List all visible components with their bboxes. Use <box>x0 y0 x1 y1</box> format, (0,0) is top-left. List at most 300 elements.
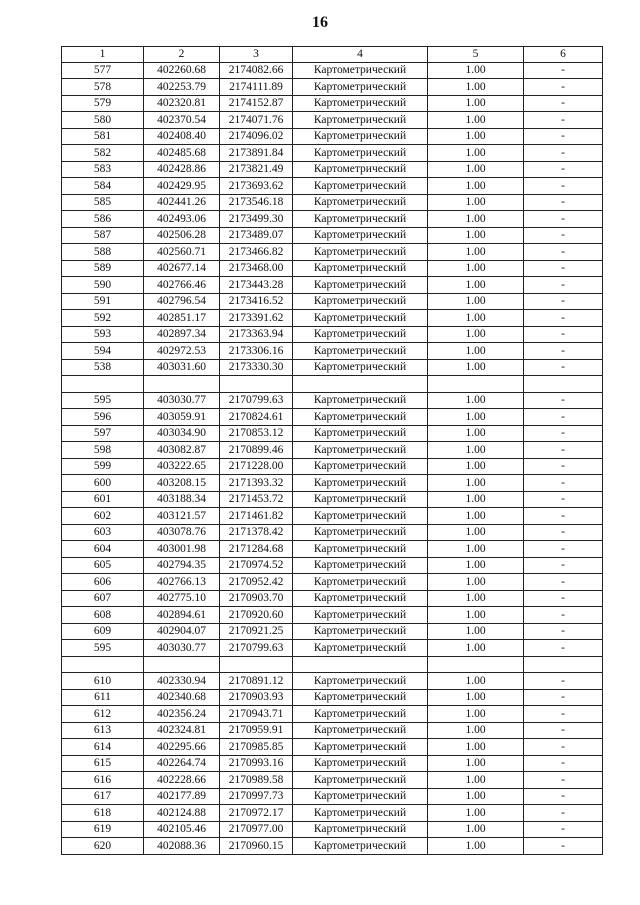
header-cell-3: 3 <box>220 47 293 63</box>
point-number-cell: 606 <box>62 574 144 591</box>
accuracy-cell: 1.00 <box>428 491 524 508</box>
y-coordinate-cell: 2170853.12 <box>220 425 293 442</box>
point-number-cell: 603 <box>62 524 144 541</box>
x-coordinate-cell: 402428.86 <box>144 161 220 178</box>
description-cell: - <box>524 491 603 508</box>
accuracy-cell: 1.00 <box>428 590 524 607</box>
empty-cell <box>220 656 293 673</box>
method-cell: Картометрический <box>293 557 428 574</box>
accuracy-cell: 1.00 <box>428 95 524 112</box>
point-number-cell: 598 <box>62 442 144 459</box>
table-row <box>62 491 603 508</box>
table-row <box>62 326 603 343</box>
description-cell: - <box>524 640 603 657</box>
y-coordinate-cell: 2173693.62 <box>220 178 293 195</box>
point-number-cell: 595 <box>62 640 144 657</box>
y-coordinate-cell: 2173416.52 <box>220 293 293 310</box>
table-row <box>62 541 603 558</box>
accuracy-cell: 1.00 <box>428 524 524 541</box>
separator-row <box>62 656 603 673</box>
y-coordinate-cell: 2170952.42 <box>220 574 293 591</box>
point-number-cell: 615 <box>62 755 144 772</box>
description-cell: - <box>524 161 603 178</box>
accuracy-cell: 1.00 <box>428 211 524 228</box>
description-cell: - <box>524 524 603 541</box>
y-coordinate-cell: 2174082.66 <box>220 62 293 79</box>
point-number-cell: 604 <box>62 541 144 558</box>
point-number-cell: 614 <box>62 739 144 756</box>
x-coordinate-cell: 403034.90 <box>144 425 220 442</box>
x-coordinate-cell: 402324.81 <box>144 722 220 739</box>
description-cell: - <box>524 359 603 376</box>
point-number-cell: 592 <box>62 310 144 327</box>
x-coordinate-cell: 402356.24 <box>144 706 220 723</box>
table-row <box>62 194 603 211</box>
table-row <box>62 458 603 475</box>
description-cell: - <box>524 722 603 739</box>
method-cell: Картометрический <box>293 821 428 838</box>
method-cell: Картометрический <box>293 689 428 706</box>
description-cell: - <box>524 326 603 343</box>
accuracy-cell: 1.00 <box>428 128 524 145</box>
description-cell: - <box>524 392 603 409</box>
point-number-cell: 616 <box>62 772 144 789</box>
method-cell: Картометрический <box>293 755 428 772</box>
y-coordinate-cell: 2171284.68 <box>220 541 293 558</box>
x-coordinate-cell: 403188.34 <box>144 491 220 508</box>
method-cell: Картометрический <box>293 409 428 426</box>
page-number: 16 <box>312 14 328 31</box>
table-row <box>62 772 603 789</box>
table-row <box>62 293 603 310</box>
accuracy-cell: 1.00 <box>428 772 524 789</box>
empty-cell <box>62 656 144 673</box>
table-row <box>62 838 603 855</box>
y-coordinate-cell: 2170920.60 <box>220 607 293 624</box>
accuracy-cell: 1.00 <box>428 475 524 492</box>
table-row <box>62 359 603 376</box>
table-row <box>62 755 603 772</box>
y-coordinate-cell: 2173499.30 <box>220 211 293 228</box>
point-number-cell: 602 <box>62 508 144 525</box>
table-row <box>62 689 603 706</box>
y-coordinate-cell: 2170903.70 <box>220 590 293 607</box>
accuracy-cell: 1.00 <box>428 574 524 591</box>
description-cell: - <box>524 508 603 525</box>
x-coordinate-cell: 403059.91 <box>144 409 220 426</box>
table-body <box>62 62 603 854</box>
y-coordinate-cell: 2173330.30 <box>220 359 293 376</box>
y-coordinate-cell: 2171453.72 <box>220 491 293 508</box>
accuracy-cell: 1.00 <box>428 293 524 310</box>
table-row <box>62 128 603 145</box>
y-coordinate-cell: 2171393.32 <box>220 475 293 492</box>
table-row <box>62 475 603 492</box>
point-number-cell: 593 <box>62 326 144 343</box>
description-cell: - <box>524 145 603 162</box>
accuracy-cell: 1.00 <box>428 112 524 129</box>
method-cell: Картометрический <box>293 128 428 145</box>
accuracy-cell: 1.00 <box>428 178 524 195</box>
table-row <box>62 211 603 228</box>
method-cell: Картометрический <box>293 458 428 475</box>
y-coordinate-cell: 2170993.16 <box>220 755 293 772</box>
description-cell: - <box>524 112 603 129</box>
point-number-cell: 611 <box>62 689 144 706</box>
x-coordinate-cell: 402766.13 <box>144 574 220 591</box>
method-cell: Картометрический <box>293 623 428 640</box>
point-number-cell: 587 <box>62 227 144 244</box>
method-cell: Картометрический <box>293 524 428 541</box>
empty-cell <box>293 656 428 673</box>
y-coordinate-cell: 2170799.63 <box>220 392 293 409</box>
point-number-cell: 588 <box>62 244 144 261</box>
description-cell: - <box>524 277 603 294</box>
description-cell: - <box>524 706 603 723</box>
method-cell: Картометрический <box>293 145 428 162</box>
method-cell: Картометрический <box>293 194 428 211</box>
x-coordinate-cell: 402088.36 <box>144 838 220 855</box>
x-coordinate-cell: 402228.66 <box>144 772 220 789</box>
method-cell: Картометрический <box>293 277 428 294</box>
method-cell: Картометрический <box>293 425 428 442</box>
method-cell: Картометрический <box>293 359 428 376</box>
x-coordinate-cell: 403222.65 <box>144 458 220 475</box>
description-cell: - <box>524 673 603 690</box>
y-coordinate-cell: 2174096.02 <box>220 128 293 145</box>
method-cell: Картометрический <box>293 788 428 805</box>
point-number-cell: 596 <box>62 409 144 426</box>
x-coordinate-cell: 403031.60 <box>144 359 220 376</box>
description-cell: - <box>524 574 603 591</box>
y-coordinate-cell: 2170943.71 <box>220 706 293 723</box>
point-number-cell: 595 <box>62 392 144 409</box>
description-cell: - <box>524 607 603 624</box>
point-number-cell: 599 <box>62 458 144 475</box>
y-coordinate-cell: 2174152.87 <box>220 95 293 112</box>
y-coordinate-cell: 2170997.73 <box>220 788 293 805</box>
header-cell-2: 2 <box>144 47 220 63</box>
x-coordinate-cell: 402560.71 <box>144 244 220 261</box>
table-header <box>62 47 603 63</box>
method-cell: Картометрический <box>293 392 428 409</box>
header-cell-5: 5 <box>428 47 524 63</box>
x-coordinate-cell: 402408.40 <box>144 128 220 145</box>
table-row <box>62 409 603 426</box>
method-cell: Картометрический <box>293 722 428 739</box>
method-cell: Картометрический <box>293 326 428 343</box>
x-coordinate-cell: 402295.66 <box>144 739 220 756</box>
point-number-cell: 581 <box>62 128 144 145</box>
accuracy-cell: 1.00 <box>428 442 524 459</box>
x-coordinate-cell: 403030.77 <box>144 640 220 657</box>
x-coordinate-cell: 402766.46 <box>144 277 220 294</box>
x-coordinate-cell: 402260.68 <box>144 62 220 79</box>
y-coordinate-cell: 2173466.82 <box>220 244 293 261</box>
y-coordinate-cell: 2170972.17 <box>220 805 293 822</box>
y-coordinate-cell: 2173546.18 <box>220 194 293 211</box>
accuracy-cell: 1.00 <box>428 310 524 327</box>
table-row <box>62 508 603 525</box>
point-number-cell: 597 <box>62 425 144 442</box>
table-row <box>62 260 603 277</box>
point-number-cell: 613 <box>62 722 144 739</box>
y-coordinate-cell: 2173821.49 <box>220 161 293 178</box>
point-number-cell: 579 <box>62 95 144 112</box>
accuracy-cell: 1.00 <box>428 508 524 525</box>
description-cell: - <box>524 409 603 426</box>
header-cell-1: 1 <box>62 47 144 63</box>
method-cell: Картометрический <box>293 805 428 822</box>
table-row <box>62 112 603 129</box>
table-row <box>62 277 603 294</box>
x-coordinate-cell: 402851.17 <box>144 310 220 327</box>
method-cell: Картометрический <box>293 607 428 624</box>
y-coordinate-cell: 2171378.42 <box>220 524 293 541</box>
y-coordinate-cell: 2170899.46 <box>220 442 293 459</box>
empty-cell <box>293 376 428 393</box>
x-coordinate-cell: 403078.76 <box>144 524 220 541</box>
accuracy-cell: 1.00 <box>428 409 524 426</box>
header-row <box>62 47 603 63</box>
method-cell: Картометрический <box>293 211 428 228</box>
accuracy-cell: 1.00 <box>428 244 524 261</box>
x-coordinate-cell: 402794.35 <box>144 557 220 574</box>
y-coordinate-cell: 2173443.28 <box>220 277 293 294</box>
y-coordinate-cell: 2173306.16 <box>220 343 293 360</box>
accuracy-cell: 1.00 <box>428 607 524 624</box>
x-coordinate-cell: 402796.54 <box>144 293 220 310</box>
table-row <box>62 442 603 459</box>
point-number-cell: 584 <box>62 178 144 195</box>
description-cell: - <box>524 475 603 492</box>
description-cell: - <box>524 442 603 459</box>
method-cell: Картометрический <box>293 739 428 756</box>
x-coordinate-cell: 402904.07 <box>144 623 220 640</box>
accuracy-cell: 1.00 <box>428 458 524 475</box>
method-cell: Картометрический <box>293 590 428 607</box>
method-cell: Картометрический <box>293 706 428 723</box>
table-row <box>62 722 603 739</box>
description-cell: - <box>524 343 603 360</box>
table-row <box>62 227 603 244</box>
method-cell: Картометрический <box>293 310 428 327</box>
y-coordinate-cell: 2170960.15 <box>220 838 293 855</box>
method-cell: Картометрический <box>293 227 428 244</box>
x-coordinate-cell: 402264.74 <box>144 755 220 772</box>
point-number-cell: 582 <box>62 145 144 162</box>
table-row <box>62 640 603 657</box>
table-row <box>62 574 603 591</box>
method-cell: Картометрический <box>293 260 428 277</box>
x-coordinate-cell: 402105.46 <box>144 821 220 838</box>
x-coordinate-cell: 402124.88 <box>144 805 220 822</box>
separator-row <box>62 376 603 393</box>
accuracy-cell: 1.00 <box>428 722 524 739</box>
description-cell: - <box>524 590 603 607</box>
point-number-cell: 585 <box>62 194 144 211</box>
x-coordinate-cell: 402429.95 <box>144 178 220 195</box>
accuracy-cell: 1.00 <box>428 425 524 442</box>
table-row <box>62 524 603 541</box>
header-cell-4: 4 <box>293 47 428 63</box>
point-number-cell: 619 <box>62 821 144 838</box>
x-coordinate-cell: 403208.15 <box>144 475 220 492</box>
table-row <box>62 62 603 79</box>
description-cell: - <box>524 62 603 79</box>
description-cell: - <box>524 227 603 244</box>
x-coordinate-cell: 403121.57 <box>144 508 220 525</box>
x-coordinate-cell: 402972.53 <box>144 343 220 360</box>
point-number-cell: 618 <box>62 805 144 822</box>
point-number-cell: 590 <box>62 277 144 294</box>
y-coordinate-cell: 2173489.07 <box>220 227 293 244</box>
description-cell: - <box>524 244 603 261</box>
table-row <box>62 673 603 690</box>
x-coordinate-cell: 402340.68 <box>144 689 220 706</box>
accuracy-cell: 1.00 <box>428 821 524 838</box>
accuracy-cell: 1.00 <box>428 557 524 574</box>
point-number-cell: 612 <box>62 706 144 723</box>
method-cell: Картометрический <box>293 508 428 525</box>
x-coordinate-cell: 402441.26 <box>144 194 220 211</box>
x-coordinate-cell: 402485.68 <box>144 145 220 162</box>
empty-cell <box>62 376 144 393</box>
description-cell: - <box>524 458 603 475</box>
accuracy-cell: 1.00 <box>428 838 524 855</box>
accuracy-cell: 1.00 <box>428 194 524 211</box>
table-row <box>62 821 603 838</box>
x-coordinate-cell: 403001.98 <box>144 541 220 558</box>
accuracy-cell: 1.00 <box>428 706 524 723</box>
description-cell: - <box>524 755 603 772</box>
method-cell: Картометрический <box>293 640 428 657</box>
y-coordinate-cell: 2173468.00 <box>220 260 293 277</box>
x-coordinate-cell: 402177.89 <box>144 788 220 805</box>
point-number-cell: 605 <box>62 557 144 574</box>
y-coordinate-cell: 2174111.89 <box>220 79 293 96</box>
header-cell-6: 6 <box>524 47 603 63</box>
point-number-cell: 589 <box>62 260 144 277</box>
method-cell: Картометрический <box>293 673 428 690</box>
description-cell: - <box>524 557 603 574</box>
table-row <box>62 805 603 822</box>
description-cell: - <box>524 293 603 310</box>
description-cell: - <box>524 425 603 442</box>
y-coordinate-cell: 2170824.61 <box>220 409 293 426</box>
description-cell: - <box>524 178 603 195</box>
accuracy-cell: 1.00 <box>428 277 524 294</box>
point-number-cell: 591 <box>62 293 144 310</box>
empty-cell <box>524 656 603 673</box>
point-number-cell: 600 <box>62 475 144 492</box>
description-cell: - <box>524 310 603 327</box>
method-cell: Картометрический <box>293 491 428 508</box>
accuracy-cell: 1.00 <box>428 145 524 162</box>
table-row <box>62 244 603 261</box>
empty-cell <box>524 376 603 393</box>
point-number-cell: 538 <box>62 359 144 376</box>
method-cell: Картометрический <box>293 112 428 129</box>
method-cell: Картометрический <box>293 79 428 96</box>
y-coordinate-cell: 2170977.00 <box>220 821 293 838</box>
y-coordinate-cell: 2171461.82 <box>220 508 293 525</box>
x-coordinate-cell: 403030.77 <box>144 392 220 409</box>
table-row <box>62 623 603 640</box>
y-coordinate-cell: 2170921.25 <box>220 623 293 640</box>
description-cell: - <box>524 128 603 145</box>
y-coordinate-cell: 2173363.94 <box>220 326 293 343</box>
description-cell: - <box>524 194 603 211</box>
accuracy-cell: 1.00 <box>428 79 524 96</box>
point-number-cell: 580 <box>62 112 144 129</box>
point-number-cell: 594 <box>62 343 144 360</box>
table-row <box>62 557 603 574</box>
accuracy-cell: 1.00 <box>428 260 524 277</box>
accuracy-cell: 1.00 <box>428 623 524 640</box>
accuracy-cell: 1.00 <box>428 640 524 657</box>
description-cell: - <box>524 541 603 558</box>
description-cell: - <box>524 805 603 822</box>
accuracy-cell: 1.00 <box>428 161 524 178</box>
y-coordinate-cell: 2173891.84 <box>220 145 293 162</box>
table-row <box>62 392 603 409</box>
description-cell: - <box>524 260 603 277</box>
method-cell: Картометрический <box>293 772 428 789</box>
table-row <box>62 425 603 442</box>
x-coordinate-cell: 402370.54 <box>144 112 220 129</box>
point-number-cell: 577 <box>62 62 144 79</box>
method-cell: Картометрический <box>293 95 428 112</box>
accuracy-cell: 1.00 <box>428 343 524 360</box>
table-row <box>62 178 603 195</box>
accuracy-cell: 1.00 <box>428 805 524 822</box>
method-cell: Картометрический <box>293 178 428 195</box>
accuracy-cell: 1.00 <box>428 62 524 79</box>
description-cell: - <box>524 211 603 228</box>
accuracy-cell: 1.00 <box>428 755 524 772</box>
accuracy-cell: 1.00 <box>428 689 524 706</box>
table-row <box>62 310 603 327</box>
point-number-cell: 609 <box>62 623 144 640</box>
method-cell: Картометрический <box>293 62 428 79</box>
method-cell: Картометрический <box>293 574 428 591</box>
y-coordinate-cell: 2170989.58 <box>220 772 293 789</box>
table-row <box>62 145 603 162</box>
y-coordinate-cell: 2173391.62 <box>220 310 293 327</box>
x-coordinate-cell: 402897.34 <box>144 326 220 343</box>
x-coordinate-cell: 402775.10 <box>144 590 220 607</box>
y-coordinate-cell: 2170891.12 <box>220 673 293 690</box>
empty-cell <box>144 656 220 673</box>
accuracy-cell: 1.00 <box>428 673 524 690</box>
table-row <box>62 95 603 112</box>
description-cell: - <box>524 838 603 855</box>
table-row <box>62 79 603 96</box>
accuracy-cell: 1.00 <box>428 227 524 244</box>
x-coordinate-cell: 402493.06 <box>144 211 220 228</box>
x-coordinate-cell: 402677.14 <box>144 260 220 277</box>
description-cell: - <box>524 739 603 756</box>
accuracy-cell: 1.00 <box>428 359 524 376</box>
empty-cell <box>144 376 220 393</box>
method-cell: Картометрический <box>293 475 428 492</box>
accuracy-cell: 1.00 <box>428 541 524 558</box>
empty-cell <box>428 656 524 673</box>
description-cell: - <box>524 689 603 706</box>
accuracy-cell: 1.00 <box>428 739 524 756</box>
coordinates-table <box>61 46 603 855</box>
